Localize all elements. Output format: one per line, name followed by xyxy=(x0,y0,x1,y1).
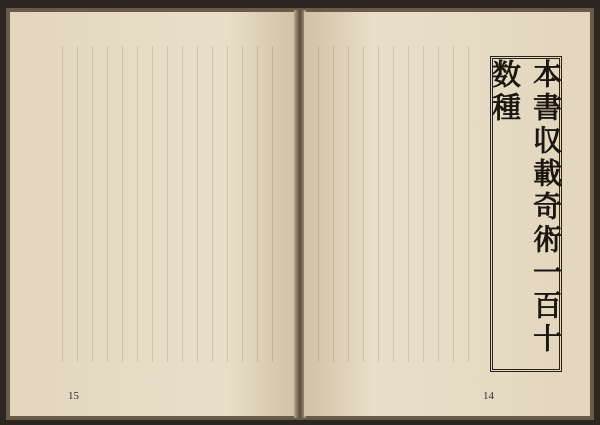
title-box xyxy=(490,56,562,372)
left-page xyxy=(10,12,296,416)
page-title: 本書収載奇術一百十数種 xyxy=(488,59,563,356)
body-text-area xyxy=(318,46,476,362)
page-number: 14 xyxy=(483,390,494,402)
right-page xyxy=(304,12,590,416)
open-book xyxy=(6,8,594,420)
body-text-area xyxy=(62,46,280,362)
page-number: 15 xyxy=(68,390,79,402)
